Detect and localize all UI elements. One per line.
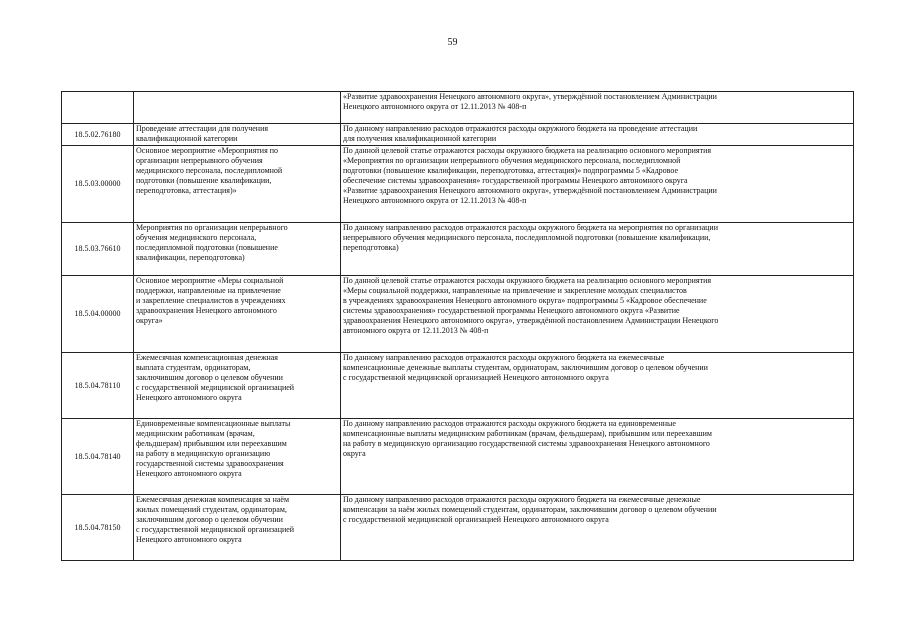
target-article-code: 18.5.02.76180 xyxy=(62,124,134,146)
expense-description-text: По данному направлению расходов отражаются расходы окружного бюджета на мероприятия по организации непрерывного обучения медицинского персонала, последипломной подготовки (повышение квалификации, переподготовка) xyxy=(343,223,718,252)
expense-description xyxy=(341,353,854,419)
table-row xyxy=(62,495,854,561)
expense-description xyxy=(341,124,854,146)
expense-description xyxy=(341,223,854,276)
expense-description xyxy=(341,495,854,561)
target-article-code: 18.5.03.76610 xyxy=(62,223,134,276)
expense-name xyxy=(134,276,341,353)
expense-description-text: По данному направлению расходов отражаются расходы окружного бюджета на единовременные компенсационные выплаты медицинским работникам (врачам, фельдшерам), прибывшим или переехавшим на работу в медицинскую организацию государственной системы здравоохранения Ненецкого автономного округа xyxy=(343,419,712,458)
expense-name-text: Основное мероприятие «Меры социальной поддержки, направленные на привлечение и закрепление специалистов в учреждениях здравоохранения Ненецкого автономного округа» xyxy=(136,276,286,325)
target-article-code: 18.5.04.78140 xyxy=(62,419,134,495)
expense-name xyxy=(134,353,341,419)
expense-name xyxy=(134,495,341,561)
target-article-code: 18.5.04.78110 xyxy=(62,353,134,419)
expense-description-text: «Развитие здравоохранения Ненецкого автономного округа», утверждённой постановлением Администрации Ненецкого автономного округа от 12.11.2013 № 408-п xyxy=(343,92,717,111)
expense-name-text: Основное мероприятие «Мероприятия по организации непрерывного обучения медицинского персонала, последипломной подготовки (повышение квалификации, переподготовка, аттестация)» xyxy=(136,146,283,195)
expense-description-text: По данному направлению расходов отражаются расходы окружного бюджета на ежемесячные денежные компенсации за наём жилых помещений студентам, ординаторам, заключившим договор о целевом обучении с государственной медицинской организацией Ненецкого автономного округа xyxy=(343,495,717,524)
target-article-code: 18.5.03.00000 xyxy=(62,146,134,223)
expense-description xyxy=(341,419,854,495)
expense-name-text: Мероприятия по организации непрерывного обучения медицинского персонала, последипломной подготовки (повышение квалификации, переподготовка) xyxy=(136,223,288,262)
target-article-code xyxy=(62,92,134,124)
table-row xyxy=(62,419,854,495)
expense-name-text: Ежемесячная компенсационная денежная выплата студентам, ординаторам, заключившим договор о целевом обучении с государственной медицинской организацией Ненецкого автономного округа xyxy=(136,353,295,402)
expense-name xyxy=(134,124,341,146)
target-article-code: 18.5.04.78150 xyxy=(62,495,134,561)
table-row xyxy=(62,124,854,146)
expense-description xyxy=(341,146,854,223)
expense-description xyxy=(341,276,854,353)
expense-name xyxy=(134,92,341,124)
expense-name xyxy=(134,419,341,495)
expense-name-text: Ежемесячная денежная компенсация за наём жилых помещений студентам, ординаторам, заключившим договор о целевом обучении с государственной медицинской организацией Ненецкого автономного округа xyxy=(136,495,295,544)
table-row xyxy=(62,146,854,223)
page-number: 59 xyxy=(447,37,458,48)
expense-description xyxy=(341,92,854,124)
expense-description-text: По данной целевой статье отражаются расходы окружного бюджета на реализацию основного мероприятия «Меры социальной поддержки, направленные на привлечение и закрепление молодых специалистов в учреждениях здравоохранения Ненецкого автономного округа» подпрограммы 5 «Кадровое обеспечение системы здравоохранения» государственной программы Ненецкого автономного округа «Развитие здравоохранения Ненецкого автономного округа», утверждённой постановлением Администрации Ненецкого автономного округа от 12.11.2013 № 408-п xyxy=(343,276,719,335)
expense-name-text: Проведение аттестации для получения квалификационной категории xyxy=(136,124,269,143)
expense-description-text: По данному направлению расходов отражаются расходы окружного бюджета на ежемесячные компенсационные денежные выплаты студентам, ординаторам, заключившим договор о целевом обучении с государственной медицинской организацией Ненецкого автономного округа xyxy=(343,353,708,382)
table-row xyxy=(62,223,854,276)
expense-name-text: Единовременные компенсационные выплаты медицинским работникам (врачам, фельдшерам) прибывшим или переехавшим на работу в медицинскую организацию государственной системы здравоохранения Ненецкого автономного округа xyxy=(136,419,291,478)
expense-description-text: По данной целевой статье отражаются расходы окружного бюджета на реализацию основного мероприятия «Мероприятия по организации непрерывного обучения медицинского персонала, последипломной подготовки (повышение квалификации, переподготовка, аттестация)» подпрограммы 5 «Кадровое обеспечение системы здравоохранения» государственной программы Ненецкого автономного округа «Развитие здравоохранения Ненецкого автономного округа», утверждённой постановлением Администрации Ненецкого автономного округа от 12.11.2013 № 408-п xyxy=(343,146,717,205)
budget-classification-table xyxy=(61,91,854,561)
table-row xyxy=(62,276,854,353)
table-row xyxy=(62,92,854,124)
expense-description-text: По данному направлению расходов отражаются расходы окружного бюджета на проведение аттестации для получения квалификационной категории xyxy=(343,124,698,143)
target-article-code: 18.5.04.00000 xyxy=(62,276,134,353)
table-row xyxy=(62,353,854,419)
expense-name xyxy=(134,223,341,276)
expense-name xyxy=(134,146,341,223)
